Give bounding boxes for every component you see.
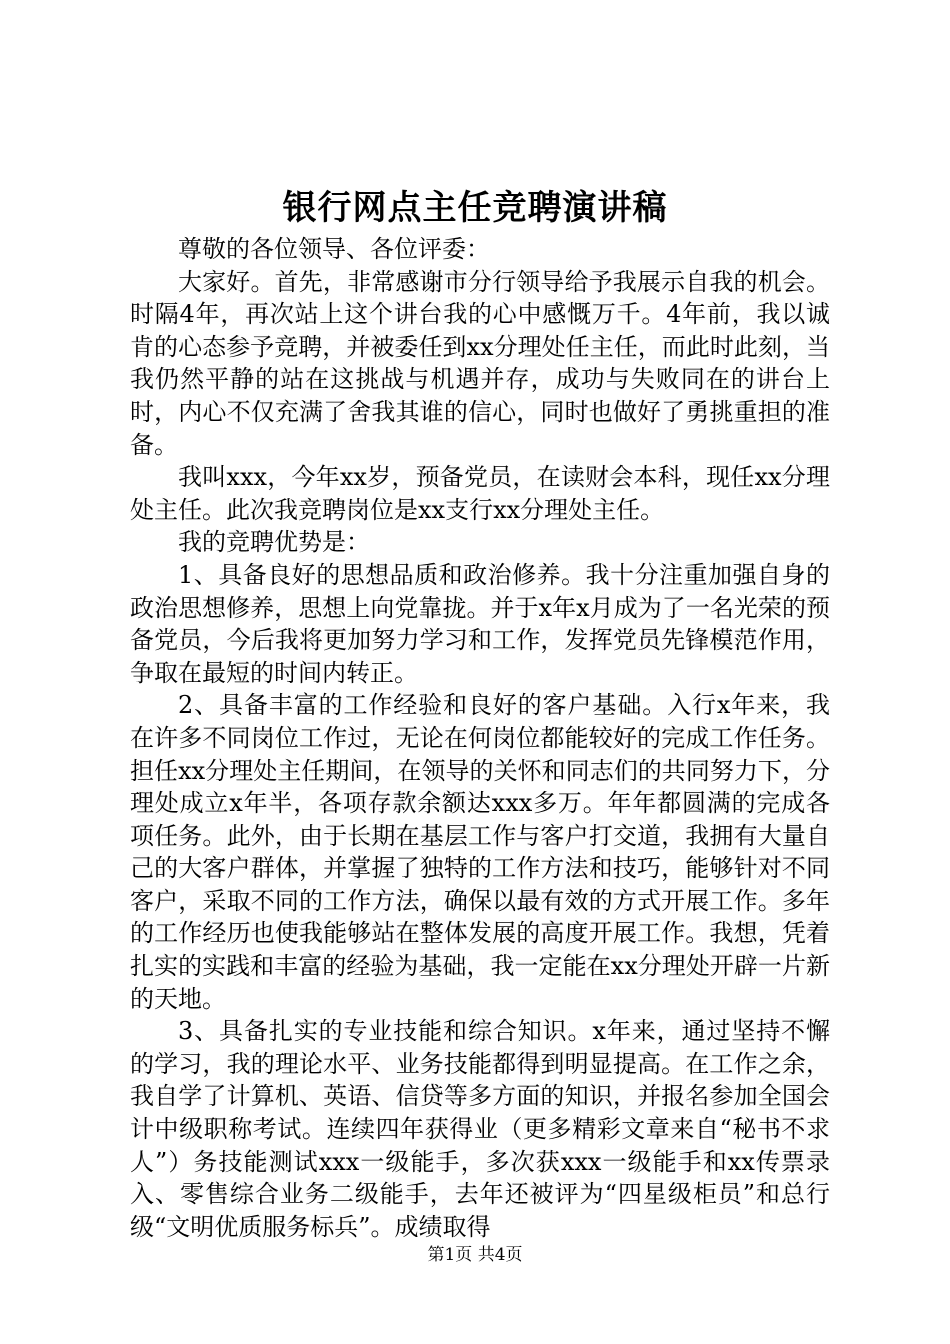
paragraph-self-intro: 我叫xxx，今年xx岁，预备党员，在读财会本科，现任xx分理处主任。此次我竞聘岗位是xx支行xx分理处主任。 [130, 463, 830, 524]
paragraph-advantages-heading: 我的竞聘优势是： [178, 528, 370, 557]
paragraph-advantage-1: 1、具备良好的思想品质和政治修养。我十分注重加强自身的政治思想修养，思想上向党靠拢。并于x年x月成为了一名光荣的预备党员，今后我将更加努力学习和工作，发挥党员先锋模范作用，争取在最短的时间内转正。 [130, 560, 830, 687]
document-title: 银行网点主任竞聘演讲稿 [282, 188, 668, 228]
paragraph-opening: 大家好。首先，非常感谢市分行领导给予我展示自我的机会。时隔4年，再次站上这个讲台我的心中感慨万千。4年前，我以诚肯的心态参予竞聘，并被委任到xx分理处任主任，而此时此刻，当我仍然平静的站在这挑战与机遇并存，成功与失败同在的讲台上时，内心不仅充满了舍我其谁的信心，同时也做好了勇挑重担的准备。 [130, 267, 830, 459]
paragraph-salutation: 尊敬的各位领导、各位评委： [178, 235, 490, 263]
paragraph-advantage-3: 3、具备扎实的专业技能和综合知识。x年来，通过坚持不懈的学习，我的理论水平、业务技能都得到明显提高。在工作之余，我自学了计算机、英语、信贷等多方面的知识，并报名参加全国会计中级职称考试。连续四年获得业（更多精彩文章来自“秘书不求人”）务技能测试xxx一级能手，多次获xxx一级能手和xx传票录入、零售综合业务二级能手，去年还被评为“四星级柜员”和总行级“文明优质服务标兵”。成绩取得 [130, 1017, 830, 1241]
paragraph-advantage-2: 2、具备丰富的工作经验和良好的客户基础。入行x年来，我在许多不同岗位工作过，无论在何岗位都能较好的完成工作任务。担任xx分理处主任期间，在领导的关怀和同志们的共同努力下，分理处成立x年半，各项存款余额达xxx多万。年年都圆满的完成各项任务。此外，由于长期在基层工作与客户打交道，我拥有大量自己的大客户群体，并掌握了独特的工作方法和技巧，能够针对不同客户，采取不同的工作方法，确保以最有效的方式开展工作。多年的工作经历也使我能够站在整体发展的高度开展工作。我想，凭着扎实的实践和丰富的经验为基础，我一定能在xx分理处开辟一片新的天地。 [130, 691, 830, 1013]
document-body [130, 233, 830, 1243]
page-footer: 第1页 共4页 [427, 1245, 523, 1265]
